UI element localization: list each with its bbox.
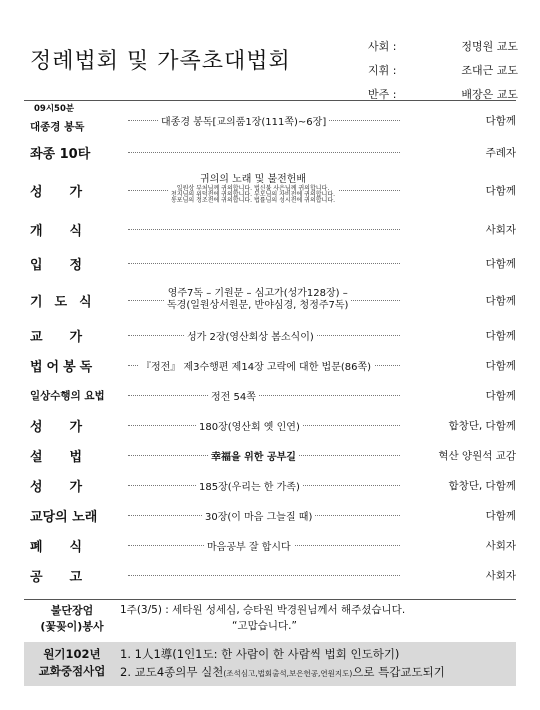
- item-label: 기도식: [30, 294, 104, 310]
- staff-name: 정명원 교도: [461, 40, 518, 53]
- prayer-block: [164, 288, 351, 313]
- item-leader: [128, 560, 400, 590]
- item-participant: 합창단, 다함께: [400, 478, 516, 493]
- top-divider: [24, 100, 516, 101]
- service-item: [24, 350, 516, 380]
- prayer-line: 영주7독 – 기원문 – 심고가(성가128장) –: [167, 287, 348, 299]
- item-text: 성가 2장(영산회상 봄소식이): [184, 328, 317, 343]
- notice-text: 1주(3/5) : 세타원 성세심, 승타원 박경원님께서 해주셨습니다.: [120, 604, 406, 616]
- page-title: 정례법회 및 가족초대법회: [30, 49, 291, 74]
- staff-row: [368, 82, 518, 106]
- item-leader: [128, 350, 400, 380]
- staff-name: 배장은 교도: [461, 88, 518, 101]
- focus-projects: [24, 642, 516, 686]
- focus-item-end: 으로 특갑교도되기: [352, 664, 445, 679]
- prayer-line: 독경(일원상서원문, 반야심경, 청정주7독): [167, 300, 349, 311]
- service-item: [24, 136, 516, 168]
- item-label: 성가: [30, 479, 110, 495]
- hymn-line: 천지님의 위덕전에 귀의합니다. 부모님의 자비전에 귀의합니다.: [171, 191, 336, 199]
- service-item: [24, 500, 516, 530]
- service-item: [24, 410, 516, 440]
- item-participant: 다함께: [400, 508, 516, 523]
- notice-label-line: (꽃꽂이)봉사: [40, 619, 104, 633]
- item-participant: 다함께: [400, 293, 516, 308]
- service-item: [24, 104, 516, 136]
- focus-item: 1. 1人1導(1인1도: 한 사람이 한 사람씩 법회 인도하기): [120, 647, 400, 661]
- service-item: [24, 168, 516, 212]
- sermon-title: 幸福을 위한 공부길: [208, 448, 299, 463]
- focus-label: [24, 642, 120, 686]
- hymn-title: 귀의의 노래 및 불전헌배: [199, 174, 307, 186]
- focus-label-line: 원기102년: [43, 647, 101, 661]
- item-label: 성가: [30, 184, 110, 200]
- item-participant: 다함께: [400, 256, 516, 271]
- item-label: 폐식: [30, 539, 110, 555]
- notice-label: [24, 601, 120, 639]
- item-participant: 합창단, 다함께: [400, 418, 516, 433]
- item-leader: [128, 440, 400, 470]
- notice-thanks: “고맙습니다.”: [232, 619, 297, 632]
- item-participant: 혁산 양원석 교감: [400, 448, 516, 463]
- staff-role: 지휘 :: [368, 64, 397, 77]
- service-item: [24, 560, 516, 590]
- flower-offering-notice: [24, 601, 516, 639]
- focus-body: [120, 642, 516, 686]
- item-label: 설법: [30, 449, 110, 465]
- staff-list: [368, 34, 518, 106]
- service-item: [24, 380, 516, 410]
- item-participant: 다함께: [400, 113, 516, 128]
- item-label: 개식: [30, 223, 110, 239]
- item-text: 대종경 봉독[교의품1장(111쪽)~6장]: [158, 113, 329, 128]
- staff-role: 반주 :: [368, 88, 397, 101]
- item-text: 185장(우리는 한 가족): [196, 478, 303, 493]
- service-item: [24, 320, 516, 350]
- item-participant: 다함께: [400, 358, 516, 373]
- service-item: [24, 530, 516, 560]
- item-leader: [128, 136, 400, 168]
- focus-item: [120, 664, 516, 682]
- order-of-service: [24, 104, 516, 590]
- item-label: 입정: [30, 257, 110, 273]
- bottom-divider: [24, 599, 516, 600]
- focus-label-line: 교화중점사업: [38, 664, 106, 679]
- start-time: 09시50분: [34, 104, 75, 114]
- item-leader: [128, 280, 400, 320]
- item-label: 성가: [30, 419, 110, 435]
- item-label: 대종경 봉독: [30, 120, 85, 133]
- item-text: 30장(이 마음 그늘질 때): [202, 508, 315, 523]
- notice-label-line: 불단장엄: [50, 604, 94, 617]
- item-label: 교가: [30, 329, 110, 345]
- item-text: 『정전』 제3수행편 제14장 고락에 대한 법문(86쪽): [138, 358, 374, 373]
- item-leader: [128, 500, 400, 530]
- item-participant: 주례자: [400, 145, 516, 160]
- item-leader: [128, 212, 400, 246]
- hymn-block: [168, 175, 338, 204]
- service-item: [24, 470, 516, 500]
- item-label: 공고: [30, 569, 110, 585]
- service-item: [24, 440, 516, 470]
- item-participant: 사회자: [400, 538, 516, 553]
- item-text: 180장(영산회 옛 인연): [196, 418, 303, 433]
- service-item: [24, 246, 516, 280]
- item-participant: 사회자: [400, 222, 516, 237]
- item-leader: [128, 320, 400, 350]
- item-text: 정전 54쪽: [208, 388, 259, 403]
- service-item: [24, 212, 516, 246]
- staff-role: 사회 :: [368, 40, 397, 53]
- item-label: 법어봉독: [30, 359, 97, 375]
- item-leader: [128, 168, 400, 212]
- hymn-line: 동포님의 정조전에 귀의합니다. 법률님의 성시전에 귀의합니다.: [171, 197, 336, 205]
- staff-row: [368, 34, 518, 58]
- item-leader: [128, 470, 400, 500]
- item-label: 일상수행의 요법: [30, 389, 105, 402]
- item-participant: 사회자: [400, 568, 516, 583]
- focus-item-main: 2. 교도4종의무 실천: [120, 664, 224, 679]
- service-item: [24, 280, 516, 320]
- item-participant: 다함께: [400, 328, 516, 343]
- item-leader: [128, 104, 400, 136]
- focus-item-detail: (조석심고,법회출석,보은헌공,연원지도): [223, 668, 353, 678]
- item-label: 좌종 10타: [30, 146, 91, 162]
- item-leader: [128, 380, 400, 410]
- item-text: 마음공부 잘 합시다: [204, 538, 294, 553]
- notice-body: [120, 601, 516, 639]
- hymn-line: 일원상 부처님께 귀의합니다. 법신불 사은님께 귀의합니다.: [176, 184, 330, 192]
- staff-row: [368, 58, 518, 82]
- item-participant: 다함께: [400, 388, 516, 403]
- item-participant: 다함께: [400, 183, 516, 198]
- item-leader: [128, 530, 400, 560]
- item-leader: [128, 410, 400, 440]
- item-label: 교당의 노래: [30, 509, 98, 525]
- staff-name: 조대근 교도: [461, 64, 518, 77]
- item-leader: [128, 246, 400, 280]
